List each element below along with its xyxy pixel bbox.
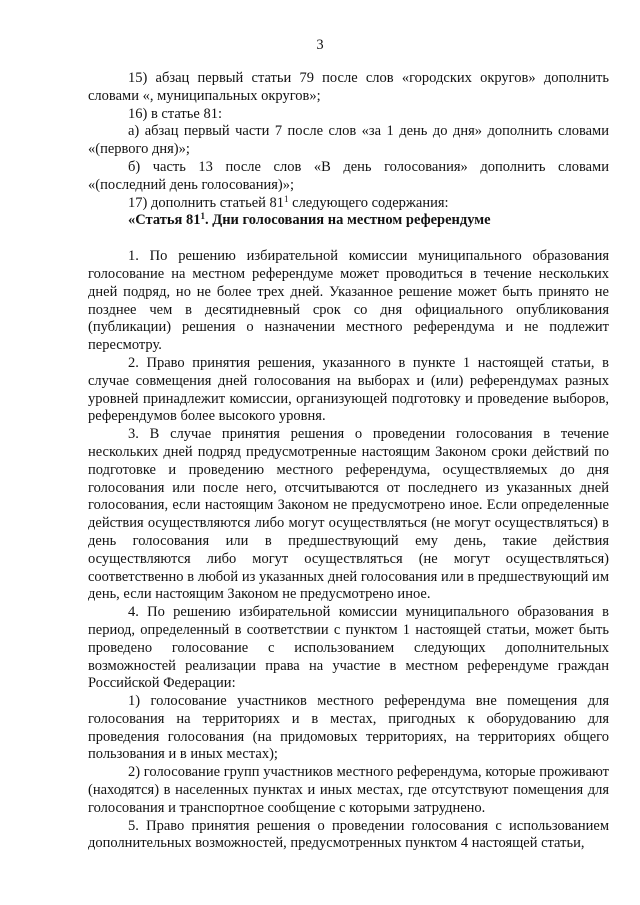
article-heading xyxy=(88,212,609,230)
article-heading-prefix: «Статья 81 xyxy=(128,212,201,229)
article-heading-title: . Дни голосования на местном референдуме xyxy=(204,212,491,229)
item-17-text: 17) дополнить статьей 81 xyxy=(128,194,285,211)
article-paragraph-2: 2. Право принятия решения, указанного в пункте 1 настоящей статьи, в случае совмещения дней голосования на выборах и (или) референдумах разных уровней принадлежит комиссии, организующей подготовку и проведение выборов, референдумов более высокого уровня. xyxy=(88,354,609,425)
article-subitem-1: 1) голосование участников местного референдума вне помещения для голосования на территориях и в местах, пригодных к оборудованию для проведения голосования (на придомовых территориях, на территориях общего пользования и в иных местах); xyxy=(88,693,609,763)
article-paragraph-5: 5. Право принятия решения о проведении голосования с использованием дополнительных возможностей, предусмотренных пунктом 4 настоящей статьи, xyxy=(88,817,609,852)
amendment-item-16: 16) в статье 81: xyxy=(128,105,222,122)
article-subitem-2: 2) голосование групп участников местного референдума, которые проживают (находятся) в населенных пунктах и иных местах, где отсутствуют помещения для голосования и транспортное сообщение с которыми затруднено. xyxy=(88,764,609,816)
page-number: 3 xyxy=(316,37,324,53)
amendment-item-16a: а) абзац первый части 7 после слов «за 1 день до дня» дополнить словами «(первого дня)»; xyxy=(88,123,609,158)
article-paragraph-1: 1. По решению избирательной комиссии муниципального образования голосование на местном референдуме может проводиться в течение нескольких дней подряд, но не более трех дней. Указанное решение может быть принято не позднее чем в десятидневный срок со дня официального опубликования (публикации) решения о назначении местного референдума и не подлежит пересмотру. xyxy=(88,248,609,354)
amendment-item-16b: б) часть 13 после слов «В день голосования» дополнить словами «(последний день голосования)»; xyxy=(88,158,609,193)
article-heading-superscript: 1 xyxy=(200,211,205,222)
article-paragraph-3: 3. В случае принятия решения о проведении голосования в течение нескольких дней подряд предусмотренные настоящим Законом сроки действий по подготовке и проведению местного референдума, осуществляемых до дня голосования или после него, отсчитываются от последнего из указанных дней голосования, если настоящим Законом не предусмотрено иное. Если определенные действия осуществляются либо могут осуществляться (не могут осуществляться) в день голосования или в предшествующий ему день, такие действия осуществляются либо могут осуществляться (не могут осуществляться) соответственно в любой из указанных дней голосования или в предшествующий им день, если настоящим Законом не предусмотрено иное. xyxy=(88,426,609,603)
article-paragraph-4: 4. По решению избирательной комиссии муниципального образования в период, определенный в соответствии с пунктом 1 настоящей статьи, может быть проведено голосование с использованием следующих дополнительных возможностей реализации права на участие в местном референдуме граждан Российской Федерации: xyxy=(88,604,609,692)
amendment-item-15: 15) абзац первый статьи 79 после слов «городских округов» дополнить словами «, муниципальных округов»; xyxy=(88,70,609,104)
amendment-item-17 xyxy=(88,195,609,213)
item-17-superscript: 1 xyxy=(284,193,289,204)
item-17-text-end: следующего содержания: xyxy=(288,194,449,211)
document-body xyxy=(88,70,609,853)
